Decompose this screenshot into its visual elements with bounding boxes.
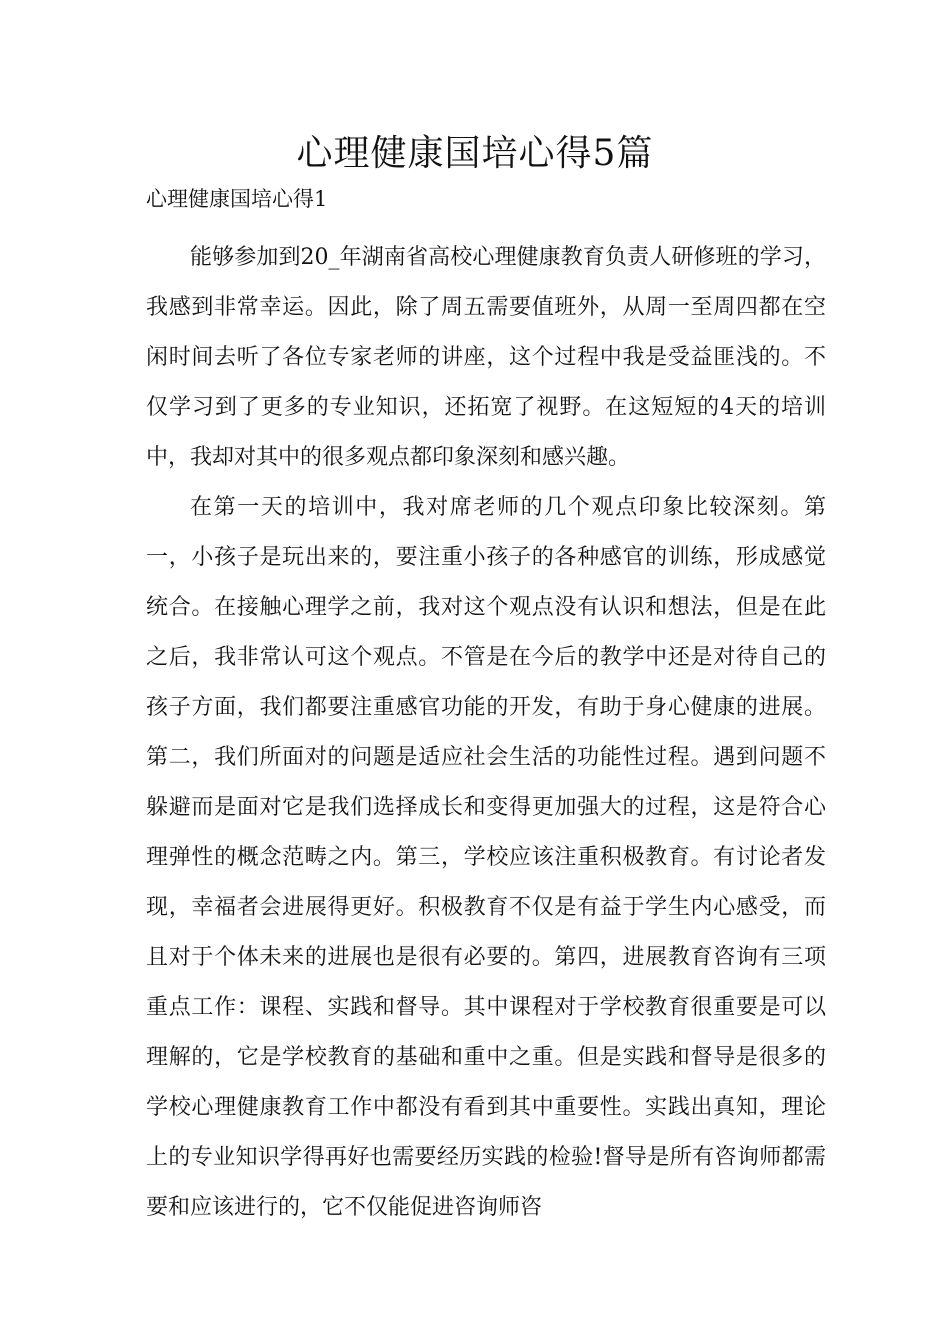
document-title: 心理健康国培心得5篇 — [296, 133, 654, 174]
paragraph-2: 在第一天的培训中，我对席老师的几个观点印象比较深刻。第一，小孩子是玩出来的，要注重小孩子的各种感官的训练，形成感觉统合。在接触心理学之前，我对这个观点没有认识和想法，但是在此之后，我非常认可这个观点。不管是在今后的教学中还是对待自己的孩子方面，我们都要注重感官功能的开发，有助于身心健康的进展。第二，我们所面对的问题是适应社会生活的功能性过程。遇到问题不躲避而是面对它是我们选择成长和变得更加强大的过程，这是符合心理弹性的概念范畴之内。第三，学校应该注重积极教育。有讨论者发现，幸福者会进展得更好。积极教育不仅是有益于学生内心感受，而且对于个体未来的进展也是很有必要的。第四，进展教育咨询有三项重点工作：课程、实践和督导。其中课程对于学校教育很重要是可以理解的，它是学校教育的基础和重中之重。但是实践和督导是很多的学校心理健康教育工作中都没有看到其中重要性。实践出真知，理论上的专业知识学得再好也需要经历实践的检验!督导是所有咨询师都需要和应该进行的，它不仅能促进咨询师咨 — [146, 495, 826, 1220]
document-body — [146, 233, 826, 1233]
section-heading: 心理健康国培心得1 — [146, 187, 328, 211]
paragraph-1: 能够参加到20_年湖南省高校心理健康教育负责人研修班的学习，我感到非常幸运。因此，除了周五需要值班外，从周一至周四都在空闲时间去听了各位专家老师的讲座，这个过程中我是受益匪浅的。不仅学习到了更多的专业知识，还拓宽了视野。在这短短的4天的培训中，我却对其中的很多观点都印象深刻和感兴趣。 — [146, 245, 826, 470]
